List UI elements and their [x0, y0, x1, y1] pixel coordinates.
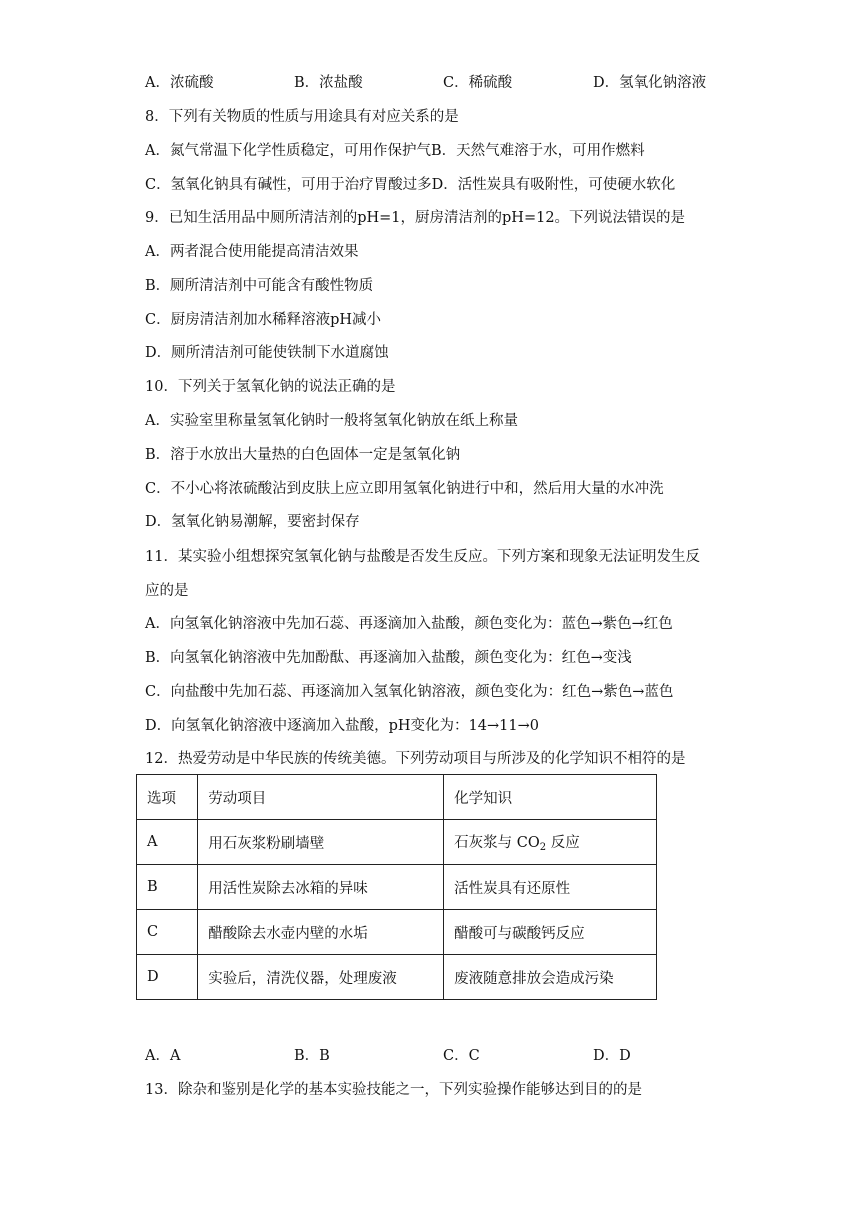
subscript: 2	[539, 842, 547, 853]
q8-options-line2: C．氢氧化钠具有碱性，可用于治疗胃酸过多D．活性炭具有吸附性，可使硬水软化	[145, 177, 676, 193]
q12-table	[136, 774, 657, 1000]
table-row	[137, 865, 657, 910]
q11-option-a: A．向氢氧化钠溶液中先加石蕊、再逐滴加入盐酸，颜色变化为：蓝色→紫色→红色	[145, 616, 673, 632]
q12-option-b: B．B	[294, 1048, 330, 1064]
row-task: 用活性炭除去冰箱的异味	[198, 865, 444, 910]
row-option: C	[137, 910, 198, 955]
row-task: 实验后，清洗仪器，处理废液	[198, 955, 444, 1000]
q10-option-a: A．实验室里称量氢氧化钠时一般将氢氧化钠放在纸上称量	[145, 413, 518, 429]
row-knowledge: 废液随意排放会造成污染	[444, 955, 657, 1000]
row-knowledge	[444, 820, 657, 865]
knowledge-text: 石灰浆与 CO	[454, 835, 540, 851]
q7-option-a: A．浓硫酸	[145, 75, 214, 91]
q11-option-b: B．向氢氧化钠溶液中先加酚酞、再逐滴加入盐酸，颜色变化为：红色→变浅	[145, 650, 632, 666]
q10-option-c: C．不小心将浓硫酸沾到皮肤上应立即用氢氧化钠进行中和，然后用大量的水冲洗	[145, 481, 664, 497]
q7-option-b: B．浓盐酸	[294, 75, 363, 91]
row-option: A	[137, 820, 198, 865]
row-task: 用石灰浆粉刷墙壁	[198, 820, 444, 865]
header-task: 劳动项目	[198, 775, 444, 820]
q10-stem: 10．下列关于氢氧化钠的说法正确的是	[145, 379, 396, 395]
table-row	[137, 955, 657, 1000]
q12-option-d: D．D	[593, 1048, 631, 1064]
header-option: 选项	[137, 775, 198, 820]
q10-option-b: B．溶于水放出大量热的白色固体一定是氢氧化钠	[145, 447, 461, 463]
table-row	[137, 820, 657, 865]
q13-stem: 13．除杂和鉴别是化学的基本实验技能之一，下列实验操作能够达到目的的是	[145, 1082, 642, 1098]
q8-stem: 8．下列有关物质的性质与用途具有对应关系的是	[145, 109, 459, 125]
knowledge-text-end: 反应	[546, 835, 580, 851]
q11-stem-line2: 应的是	[145, 583, 189, 599]
q12-stem: 12．热爱劳动是中华民族的传统美德。下列劳动项目与所涉及的化学知识不相符的是	[145, 751, 686, 767]
q7-option-c: C．稀硫酸	[443, 75, 513, 91]
q9-option-a: A．两者混合使用能提高清洁效果	[145, 244, 359, 260]
q9-option-d: D．厕所清洁剂可能使铁制下水道腐蚀	[145, 345, 389, 361]
row-option: D	[137, 955, 198, 1000]
table-header-row	[137, 775, 657, 820]
q7-option-d: D．氢氧化钠溶液	[593, 75, 707, 91]
q9-option-b: B．厕所清洁剂中可能含有酸性物质	[145, 278, 374, 294]
row-option: B	[137, 865, 198, 910]
q11-stem-line1: 11．某实验小组想探究氢氧化钠与盐酸是否发生反应。下列方案和现象无法证明发生反	[145, 549, 700, 565]
table-row	[137, 910, 657, 955]
q12-option-c: C．C	[443, 1048, 480, 1064]
q11-option-d: D．向氢氧化钠溶液中逐滴加入盐酸，pH变化为：14→11→0	[145, 718, 539, 734]
q8-options-line1: A．氮气常温下化学性质稳定，可用作保护气B．天然气难溶于水，可用作燃料	[145, 143, 645, 159]
row-task: 醋酸除去水壶内壁的水垢	[198, 910, 444, 955]
q9-stem: 9．已知生活用品中厕所清洁剂的pH=1，厨房清洁剂的pH=12。下列说法错误的是	[145, 210, 686, 226]
header-knowledge: 化学知识	[444, 775, 657, 820]
q9-option-c: C．厨房清洁剂加水稀释溶液pH减小	[145, 312, 382, 328]
row-knowledge: 活性炭具有还原性	[444, 865, 657, 910]
row-knowledge: 醋酸可与碳酸钙反应	[444, 910, 657, 955]
q11-option-c: C．向盐酸中先加石蕊、再逐滴加入氢氧化钠溶液，颜色变化为：红色→紫色→蓝色	[145, 684, 674, 700]
q10-option-d: D．氢氧化钠易潮解，要密封保存	[145, 514, 360, 530]
q12-option-a: A．A	[145, 1048, 181, 1064]
